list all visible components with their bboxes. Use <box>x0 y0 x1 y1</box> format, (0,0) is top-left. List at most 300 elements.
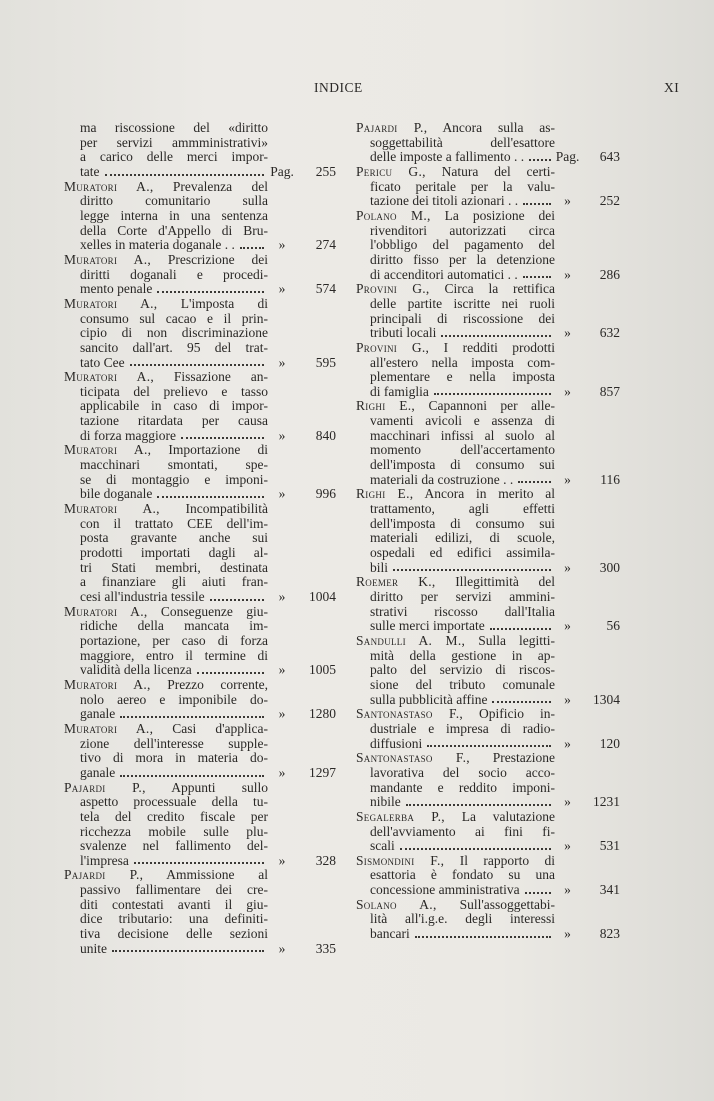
entry-text-segment: soggettabilità dell'esattore <box>370 134 555 150</box>
index-entry <box>64 443 336 502</box>
index-column-left <box>64 121 336 956</box>
page-marker: Pag. <box>555 149 580 165</box>
entry-text-segment: svalenze nel fallimento del- <box>80 838 268 854</box>
entry-text <box>370 458 555 473</box>
entry-line <box>64 180 336 195</box>
entry-text <box>80 839 268 854</box>
entry-text-segment: tazione dei titoli azionari . . <box>370 193 519 209</box>
entry-text <box>370 356 555 371</box>
page-number: 341 <box>599 882 620 898</box>
page-number: 255 <box>315 163 336 179</box>
entry-line <box>356 766 620 781</box>
entry-line <box>356 341 620 356</box>
entry-text-segment: aspetto processuale della tu- <box>80 794 268 810</box>
entry-text-segment: I redditi prodotti <box>443 339 556 355</box>
page-number: 574 <box>315 281 336 297</box>
entry-text <box>80 531 268 546</box>
entry-text <box>370 678 555 693</box>
page-number: 632 <box>599 325 620 341</box>
entry-text <box>370 414 555 429</box>
page-number: 1004 <box>309 589 336 604</box>
entry-text-segment: Prescrizione dei <box>167 251 268 267</box>
entry-line <box>64 942 336 957</box>
dot-leader <box>490 628 551 630</box>
entry-text-segment: La valutazione <box>461 808 556 824</box>
entry-text-segment: se di montaggio e imponi- <box>80 471 268 487</box>
entry-line <box>356 370 620 385</box>
page-marker: » <box>564 559 571 575</box>
index-entry <box>356 487 620 575</box>
entry-line <box>64 810 336 825</box>
entry-line <box>64 209 336 224</box>
entry-text <box>356 707 555 722</box>
entry-text-segment: unite <box>80 940 107 956</box>
entry-text <box>370 663 555 678</box>
entry-text-segment: validità della licenza <box>80 662 192 678</box>
entry-text <box>80 634 268 649</box>
page-number: 857 <box>599 383 620 399</box>
entry-text-segment: tivo di mora in materia do- <box>80 750 268 766</box>
entry-text <box>370 839 395 854</box>
entry-text <box>356 751 555 766</box>
page-marker: » <box>564 882 571 898</box>
index-entry <box>356 341 620 400</box>
entry-text <box>80 737 268 752</box>
entry-text <box>80 590 205 605</box>
entry-text <box>64 605 268 620</box>
entry-line <box>356 883 620 898</box>
page-number: 1231 <box>593 794 620 810</box>
entry-text-segment: zione dell'interesse supple- <box>80 735 268 751</box>
entry-text <box>80 356 125 371</box>
index-entry <box>64 180 336 253</box>
entry-text <box>370 693 487 708</box>
entry-text-segment: applicabile in caso di impor- <box>80 398 268 414</box>
entry-text <box>64 868 268 883</box>
entry-text-segment: Sull'assoggettabi- <box>459 896 556 912</box>
entry-text-segment: diritto per servizi ammini- <box>370 589 555 604</box>
entry-text-segment: cipio di non discriminazione <box>80 325 268 341</box>
entry-text <box>370 297 555 312</box>
entry-author: Pajardi P., <box>64 779 146 795</box>
entry-line <box>356 839 620 854</box>
entry-text <box>80 312 268 327</box>
entry-line <box>64 766 336 781</box>
entry-text <box>370 429 555 444</box>
entry-text-segment: Prestazione <box>492 750 555 766</box>
entry-text <box>80 825 268 840</box>
entry-text <box>370 649 555 664</box>
entry-text-segment: principali di riscossione dei <box>370 310 555 326</box>
entry-line <box>356 326 620 341</box>
header-page-number: XI <box>664 80 680 95</box>
entry-line <box>356 385 620 400</box>
entry-line <box>356 429 620 444</box>
entry-line <box>356 693 620 708</box>
entry-line <box>64 649 336 664</box>
dot-leader <box>134 862 264 864</box>
running-header <box>0 80 714 100</box>
entry-line <box>64 165 336 180</box>
entry-text <box>370 517 555 532</box>
entry-text-segment: Importazione di <box>168 442 268 458</box>
entry-text <box>356 575 555 590</box>
entry-line <box>64 590 336 605</box>
dot-leader <box>400 848 551 850</box>
entry-line <box>356 912 620 927</box>
index-entry <box>64 678 336 722</box>
entry-text <box>370 443 555 458</box>
entry-line <box>356 927 620 942</box>
entry-text-segment: tate <box>80 163 100 179</box>
dot-leader <box>529 159 551 161</box>
page-number: 531 <box>599 838 620 854</box>
entry-line <box>64 443 336 458</box>
entry-line <box>64 575 336 590</box>
entry-line <box>64 795 336 810</box>
entry-text <box>370 825 555 840</box>
entry-text <box>80 883 268 898</box>
entry-text-segment: prodotti importati dagli al- <box>80 545 268 561</box>
entry-text-segment: maggiore, entro il termine di <box>80 647 268 663</box>
entry-line <box>64 121 336 136</box>
entry-text <box>370 194 518 209</box>
entry-author: Sandulli A. M., <box>356 632 466 648</box>
entry-line <box>64 619 336 634</box>
page-marker: » <box>278 354 286 370</box>
entry-line <box>64 561 336 576</box>
entry-line <box>64 781 336 796</box>
entry-text <box>80 663 192 678</box>
entry-line <box>64 224 336 239</box>
page-number: 1005 <box>309 662 336 678</box>
entry-author: Sismondini F., <box>356 852 445 868</box>
entry-text <box>64 722 268 737</box>
index-entry <box>356 810 620 854</box>
entry-text <box>370 268 518 283</box>
entry-author: Santonastaso F., <box>356 706 464 722</box>
entry-author: Muratori A., <box>64 501 160 517</box>
entry-text-segment: sulla pubblicità affine <box>370 691 488 707</box>
index-entry <box>64 781 336 869</box>
entry-text-segment: Conseguenze giu- <box>160 603 268 619</box>
entry-author: Provini G., <box>356 339 430 355</box>
entry-author: Segalerba P., <box>356 808 445 824</box>
page-marker: » <box>564 691 571 707</box>
entry-text <box>80 399 268 414</box>
entry-text-segment: lità all'i.g.e. degli interessi <box>370 911 555 927</box>
page-marker: » <box>564 325 571 341</box>
dot-leader <box>441 335 551 337</box>
entry-text-segment: dell'imposta di consumo sui <box>370 515 555 531</box>
entry-line <box>64 150 336 165</box>
entry-text-segment: diti contestati avanti il giu- <box>80 896 268 912</box>
entry-text-segment: ganale <box>80 706 116 722</box>
entry-text-segment: sulle merci importate <box>370 618 485 634</box>
entry-text <box>370 238 555 253</box>
entry-line <box>356 209 620 224</box>
entry-text <box>356 634 555 649</box>
entry-text <box>370 766 555 781</box>
entry-line <box>64 605 336 620</box>
entry-text-segment: legge interna in una sentenza <box>80 207 268 223</box>
entry-text-segment: diffusioni <box>370 735 423 751</box>
dot-leader <box>240 247 264 249</box>
entry-text <box>370 312 555 327</box>
entry-author: Santonastaso F., <box>356 750 470 766</box>
entry-text <box>80 209 268 224</box>
entry-text <box>80 341 268 356</box>
entry-line <box>64 678 336 693</box>
entry-text <box>64 180 268 195</box>
entry-author: Muratori A., <box>64 178 154 194</box>
entry-text-segment: esattoria è fondato su una <box>370 867 555 883</box>
entry-line <box>356 810 620 825</box>
entry-text-segment: mento penale <box>80 281 153 297</box>
entry-text-segment: della Corte d'Appello di Bru- <box>80 222 268 238</box>
entry-text <box>356 810 555 825</box>
entry-text-segment: Opificio in- <box>479 706 555 722</box>
entry-text-segment: Prezzo corrente, <box>167 676 268 692</box>
entry-text-segment: Fissazione an- <box>173 369 269 385</box>
entry-text <box>80 414 268 429</box>
entry-text-segment: materiali da costruzione . . <box>370 471 514 487</box>
entry-text <box>80 942 107 957</box>
index-entry <box>356 165 620 209</box>
entry-text <box>80 619 268 634</box>
entry-line <box>64 487 336 502</box>
entry-line <box>356 531 620 546</box>
page-number: 120 <box>599 735 620 751</box>
index-entry <box>356 898 620 942</box>
entry-line <box>64 825 336 840</box>
entry-text-segment: di famiglia <box>370 383 429 399</box>
entry-text <box>356 898 555 913</box>
entry-text-segment: Casi d'applica- <box>172 720 268 736</box>
entry-text-segment: bile doganale <box>80 486 153 502</box>
entry-text <box>356 341 555 356</box>
entry-text <box>370 180 555 195</box>
entry-text-segment: nolo aereo e imponibile do- <box>80 691 268 707</box>
entry-line <box>64 136 336 151</box>
entry-text <box>356 165 555 180</box>
page-number: 300 <box>599 559 620 575</box>
entry-text <box>80 810 268 825</box>
page-number: 116 <box>600 471 620 487</box>
index-entry <box>64 297 336 370</box>
page-number: 840 <box>315 427 336 443</box>
entry-author: Muratori A., <box>64 676 151 692</box>
entry-text <box>370 781 555 796</box>
entry-text-segment: delle partite iscritte nei ruoli <box>370 295 555 311</box>
entry-text-segment: tri Stati membri, destinata <box>80 559 268 575</box>
entry-text <box>80 458 268 473</box>
dot-leader <box>415 936 551 938</box>
entry-text <box>80 517 268 532</box>
entry-line <box>64 883 336 898</box>
entry-line <box>64 458 336 473</box>
entry-text <box>356 209 555 224</box>
entry-text-segment: l'obbligo del pagamento del <box>370 237 555 253</box>
entry-text-segment: tiva decisione delle sezioni <box>80 926 268 942</box>
entry-text-segment: dell'avviamento ai fini fi- <box>370 823 555 839</box>
entry-author: Muratori A., <box>64 251 152 267</box>
dot-leader <box>525 892 551 894</box>
page-number: 1304 <box>593 691 620 707</box>
entry-text <box>64 253 268 268</box>
entry-line <box>356 399 620 414</box>
entry-line <box>356 487 620 502</box>
entry-line <box>356 253 620 268</box>
entry-text <box>80 224 268 239</box>
entry-line <box>356 634 620 649</box>
entry-text-segment: a finanziare gli aiuti fran- <box>80 574 268 590</box>
entry-line <box>64 370 336 385</box>
page-marker: » <box>278 662 286 678</box>
entry-line <box>356 663 620 678</box>
entry-text <box>370 737 422 752</box>
entry-text <box>80 194 268 209</box>
entry-line <box>64 912 336 927</box>
entry-line <box>356 165 620 180</box>
entry-text <box>370 502 555 517</box>
dot-leader <box>393 569 551 571</box>
dot-leader <box>518 481 551 483</box>
page-marker: » <box>564 383 571 399</box>
entry-text-segment: Illegittimità del <box>455 574 555 590</box>
page-number: 1297 <box>309 764 336 780</box>
entry-text-segment: mità della gestione in ap- <box>370 647 555 663</box>
entry-text <box>370 136 555 151</box>
index-entry <box>356 751 620 810</box>
entry-text <box>80 385 268 400</box>
entry-line <box>64 297 336 312</box>
entry-line <box>356 458 620 473</box>
entry-text <box>80 150 268 165</box>
entry-text <box>370 605 555 620</box>
entry-text-segment: l'impresa <box>80 852 129 868</box>
entry-text-segment: trattamento, agli effetti <box>370 501 555 517</box>
entry-line <box>64 253 336 268</box>
entry-text-segment: con il trattato CEE dell'im- <box>80 515 268 531</box>
entry-text <box>370 722 555 737</box>
entry-text-segment: plementare e nella imposta <box>370 369 555 385</box>
dot-leader <box>130 364 264 366</box>
entry-text-segment: Ammissione al <box>166 867 268 883</box>
entry-text <box>370 546 555 561</box>
entry-text <box>370 619 485 634</box>
entry-text <box>80 575 268 590</box>
page-number: 328 <box>315 852 336 868</box>
page-marker: » <box>278 940 286 956</box>
entry-text <box>370 531 555 546</box>
entry-line <box>356 150 620 165</box>
entry-text-segment: Appunti sullo <box>171 779 268 795</box>
entry-line <box>64 663 336 678</box>
entry-text-segment: a carico delle merci impor- <box>80 149 268 165</box>
entry-author: Provini G., <box>356 281 430 297</box>
page-marker: » <box>278 237 286 253</box>
entry-text-segment: La posizione dei <box>444 207 555 223</box>
entry-text <box>80 136 268 151</box>
entry-text-segment: posta gravante anche sui <box>80 530 268 546</box>
entry-author: Righi E., <box>356 486 414 502</box>
dot-leader <box>406 804 551 806</box>
entry-text <box>80 487 152 502</box>
entry-text-segment: ridiche della mancata im- <box>80 618 268 634</box>
entry-text-segment: rivenditori autorizzati circa <box>370 222 555 238</box>
entry-text <box>356 487 555 502</box>
entry-author: Pajardi P., <box>356 120 428 135</box>
page-marker: » <box>564 618 571 634</box>
entry-line <box>356 868 620 883</box>
entry-line <box>356 136 620 151</box>
index-entry <box>64 370 336 443</box>
entry-text-segment: consumo sul cacao e il prin- <box>80 310 268 326</box>
page-number: 643 <box>599 149 620 165</box>
entry-text-segment: strativi riscosso dall'Italia <box>370 603 555 619</box>
page-number: 595 <box>315 354 336 370</box>
entry-text-segment: di forza maggiore <box>80 427 176 443</box>
dot-leader <box>523 203 551 205</box>
entry-line <box>64 927 336 942</box>
entry-line <box>356 282 620 297</box>
entry-text-segment: dice tributario: una definiti- <box>80 911 268 927</box>
page-marker: » <box>564 926 571 942</box>
entry-text-segment: Natura del certi- <box>441 163 555 179</box>
entry-text <box>370 590 555 605</box>
dot-leader <box>197 672 264 674</box>
entry-line <box>356 546 620 561</box>
page-number: 1280 <box>309 706 336 722</box>
entry-line <box>64 517 336 532</box>
index-entry <box>64 868 336 956</box>
index-entry <box>356 121 620 165</box>
entry-text <box>356 121 555 136</box>
page-number: 823 <box>599 926 620 942</box>
entry-text <box>356 399 555 414</box>
entry-line <box>64 194 336 209</box>
entry-text <box>356 854 555 869</box>
entry-line <box>356 180 620 195</box>
entry-text <box>64 370 268 385</box>
entry-line <box>356 751 620 766</box>
entry-text <box>80 854 129 869</box>
entry-text <box>370 561 388 576</box>
dot-leader <box>434 393 551 395</box>
entry-line <box>356 649 620 664</box>
entry-text-segment: ricchezza mobile sulle plu- <box>80 823 268 839</box>
entry-text <box>80 121 268 136</box>
entry-author: Muratori A., <box>64 442 152 458</box>
entry-text-segment: diritto comunitario sulla <box>80 193 268 209</box>
entry-line <box>356 678 620 693</box>
entry-text <box>80 766 115 781</box>
entry-text <box>64 443 268 458</box>
entry-text-segment: sione del tributo comunale <box>370 676 555 692</box>
entry-line <box>356 517 620 532</box>
page-marker: » <box>278 427 286 443</box>
entry-line <box>356 268 620 283</box>
entry-line <box>64 268 336 283</box>
entry-text <box>370 150 524 165</box>
entry-text-segment: tela del credito fiscale per <box>80 808 268 824</box>
entry-text-segment: macchinari infissi al suolo al <box>370 427 555 443</box>
page-marker: » <box>564 838 571 854</box>
entry-line <box>64 737 336 752</box>
entry-text-segment: Ancora in merito al <box>424 486 555 502</box>
entry-line <box>356 854 620 869</box>
